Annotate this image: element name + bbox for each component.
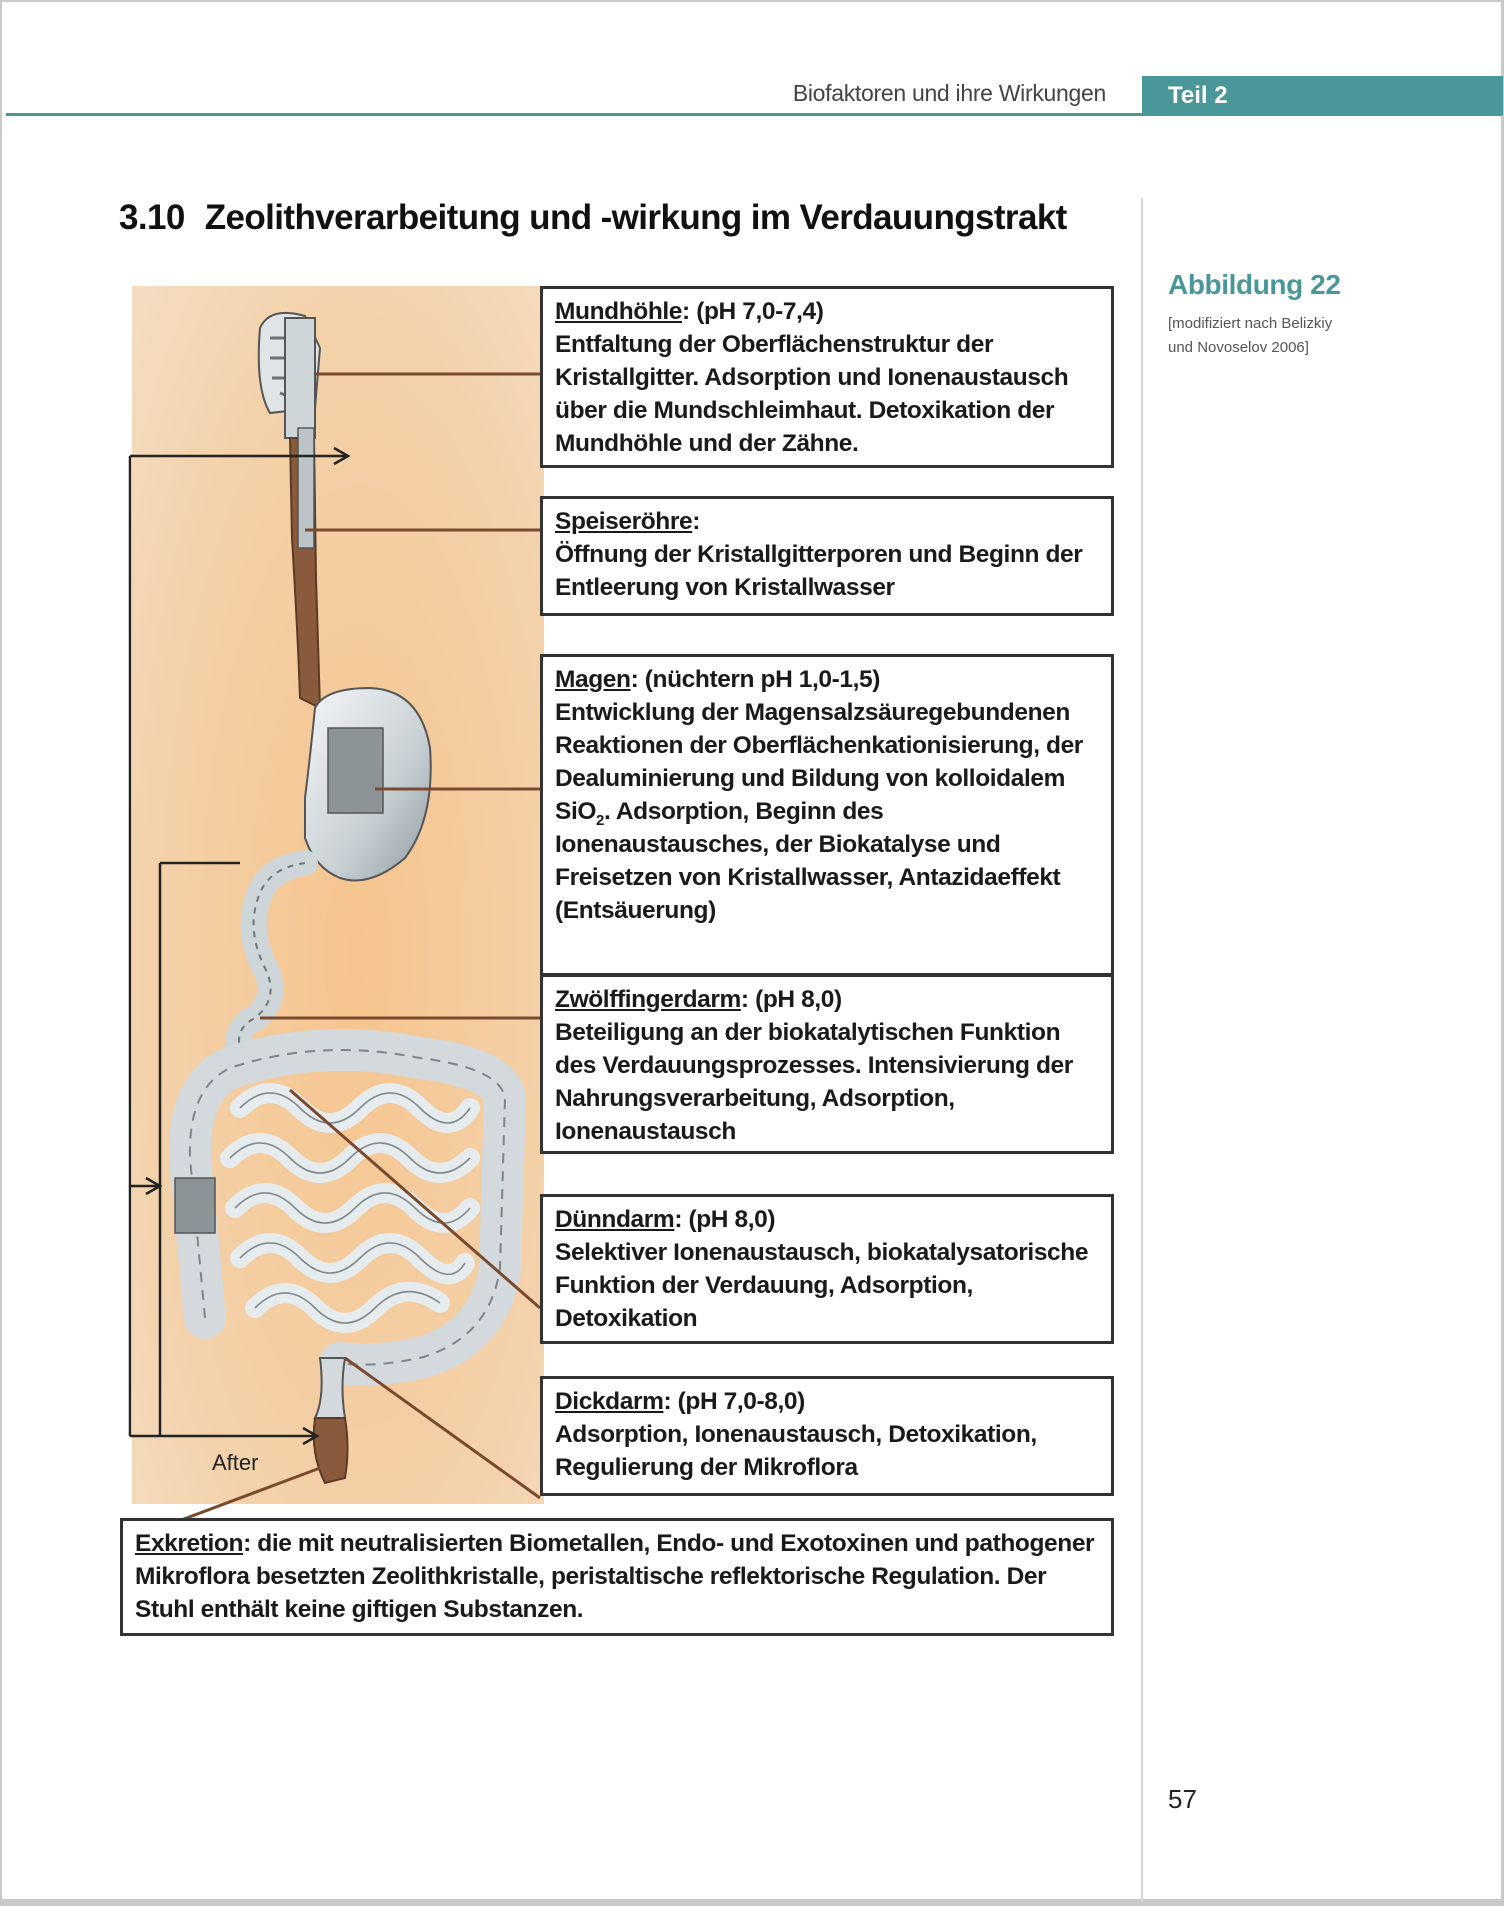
box-text: Selektiver Ionenaustausch, biokatalysatorische Funktion der Verdauung, Adsorption, Detoxikation: [555, 1239, 1089, 1332]
box-text: die mit neutralisierten Biometallen, Endo- und Exotoxinen und pathogener Mikroflora besetzten Zeolithkristalle, peristaltische reflektorische Regulation. Der Stuhl enthält keine giftigen Substanzen.: [135, 1530, 1095, 1623]
box-subtitle: : (nüchtern pH 1,0-1,5): [630, 666, 881, 693]
box-title: Exkretion: [135, 1530, 244, 1557]
box-subtitle: :: [692, 508, 700, 535]
figure-source: [modifiziert nach Belizkiy und Novoselov 2006]: [1168, 315, 1333, 356]
box-title: Dünndarm: [555, 1206, 675, 1233]
running-header-title: Biofaktoren und ihre Wirkungen: [792, 80, 1106, 106]
box-exkretion: [120, 1518, 1114, 1636]
section-heading: [119, 198, 1067, 238]
page-number: 57: [1168, 1784, 1197, 1814]
after-label: After: [212, 1450, 259, 1475]
header-rule: [6, 113, 1502, 116]
section-title-text: Zeolithverarbeitung und -wirkung im Verdauungstrakt: [204, 198, 1067, 237]
box-title: Dickdarm: [555, 1388, 664, 1415]
stomach-cutaway: [328, 728, 383, 813]
box-text: Beteiligung an der biokatalytischen Funktion des Verdauungsprozesses. Intensivierung der Nahrungsverarbeitung, Adsorption, Ionenaustausch: [555, 1019, 1073, 1145]
box-title: Speiseröhre: [555, 508, 693, 535]
box-subtitle: : (pH 8,0): [740, 986, 842, 1013]
box-duenndarm: [540, 1194, 1114, 1344]
box-mundhoehle: [540, 286, 1114, 468]
figure-label: Abbildung 22: [1168, 269, 1341, 300]
part-badge: Teil 2: [1142, 76, 1503, 115]
box-text: Entfaltung der Oberflächenstruktur der Kristallgitter. Adsorption und Ionenaustausch über die Mundschleimhaut. Detoxikation der Mundhöhle und der Zähne.: [555, 331, 1069, 457]
box-zwoelffingerdarm: [540, 974, 1114, 1154]
margin-divider: [1141, 198, 1143, 1902]
box-subtitle: :: [243, 1530, 251, 1557]
box-text: Öffnung der Kristallgitterporen und Beginn der Entleerung von Kristallwasser: [555, 541, 1083, 601]
box-text: Entwicklung der Magensalzsäuregebundenen Reaktionen der Oberflächenkationisierung, der Dealuminierung und Bildung von kolloidalem SiO$_2$. Adsorption, Beginn des Ionenaustausches, der Biokatalyse und Freisetzen von Kristallwasser, Antazidaeffekt (Entsäuerung): [555, 699, 1083, 924]
colon-cutaway: [175, 1178, 215, 1233]
box-subtitle: : (pH 8,0): [674, 1206, 776, 1233]
box-magen: [540, 654, 1114, 976]
box-title: Magen: [555, 666, 631, 693]
digestive-tract-figure: [120, 278, 1122, 1640]
box-text: Adsorption, Ionenaustausch, Detoxikation, Regulierung der Mikroflora: [555, 1421, 1037, 1481]
box-dickdarm: [540, 1376, 1114, 1496]
box-title: Mundhöhle: [555, 298, 683, 325]
box-speiseroehre: [540, 496, 1114, 616]
box-subtitle: : (pH 7,0-7,4): [682, 298, 824, 325]
document-page: [2, 2, 1501, 1899]
section-number: 3.10: [119, 198, 185, 237]
pharynx: [285, 318, 315, 438]
box-title: Zwölffingerdarm: [555, 986, 741, 1013]
box-subtitle: : (pH 7,0-8,0): [663, 1388, 805, 1415]
